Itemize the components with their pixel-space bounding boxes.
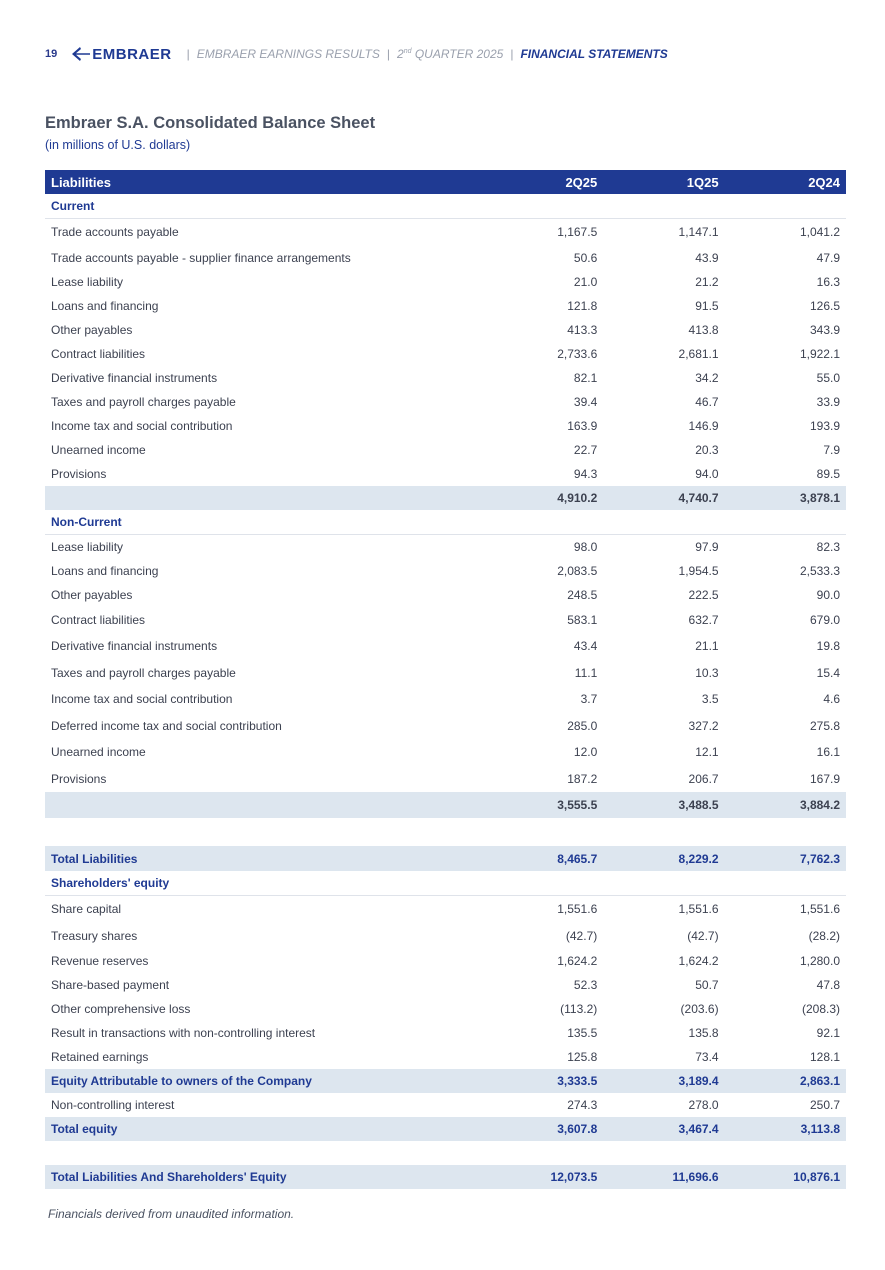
section-label: Shareholders' equity bbox=[45, 871, 482, 896]
row-label: Share capital bbox=[51, 902, 122, 917]
cell-2q24: 82.3 bbox=[816, 539, 840, 554]
cell-2q25: 2,733.6 bbox=[557, 346, 598, 361]
logo-text: EMBRAER bbox=[92, 45, 172, 63]
cell-2q24: 2,863.1 bbox=[725, 1069, 846, 1093]
cell-1q25: 73.4 bbox=[695, 1050, 719, 1064]
cell-2q25: 274.3 bbox=[567, 1098, 598, 1112]
cell-2q25: 12,073.5 bbox=[482, 1165, 603, 1189]
row-label: Total equity bbox=[45, 1117, 482, 1141]
subtotal-1q25: 4,740.7 bbox=[603, 486, 724, 510]
section-header-current bbox=[45, 194, 846, 219]
balance-sheet-table bbox=[45, 170, 846, 1189]
table-row bbox=[45, 1045, 846, 1069]
row-label: Total Liabilities And Shareholders' Equity bbox=[45, 1165, 482, 1189]
cell-1q25: 97.9 bbox=[695, 539, 719, 554]
cell-2q25: (113.2) bbox=[560, 1002, 598, 1016]
cell-2q24: 126.5 bbox=[809, 298, 840, 313]
row-label: Unearned income bbox=[51, 745, 146, 760]
cell-2q24: 167.9 bbox=[809, 771, 840, 786]
table-row bbox=[45, 219, 846, 246]
page-number: 19 bbox=[45, 48, 58, 60]
cell-2q25: 8,465.7 bbox=[482, 846, 603, 871]
cell-2q25: (42.7) bbox=[565, 928, 598, 943]
table-row bbox=[45, 1093, 846, 1117]
cell-2q24: 92.1 bbox=[816, 1026, 840, 1040]
cell-2q24: 10,876.1 bbox=[725, 1165, 846, 1189]
page-title: Embraer S.A. Consolidated Balance Sheet bbox=[45, 114, 376, 132]
cell-2q24: 343.9 bbox=[809, 322, 840, 337]
cell-2q24: 250.7 bbox=[809, 1098, 840, 1112]
cell-1q25: 10.3 bbox=[695, 665, 719, 680]
table-row bbox=[45, 766, 846, 793]
cell-2q24: 679.0 bbox=[809, 612, 840, 627]
cell-1q25: 327.2 bbox=[688, 718, 719, 733]
breadcrumb-financial-statements[interactable]: FINANCIAL STATEMENTS bbox=[520, 47, 668, 61]
row-label: Deferred income tax and social contribution bbox=[51, 718, 282, 733]
cell-1q25: 11,696.6 bbox=[603, 1165, 724, 1189]
cell-1q25: 413.8 bbox=[688, 322, 719, 337]
cell-1q25: 3.5 bbox=[701, 692, 719, 707]
cell-1q25: 21.1 bbox=[695, 639, 719, 654]
quarter-ordinal: nd bbox=[403, 48, 412, 55]
column-header-2q24: 2Q24 bbox=[725, 170, 846, 194]
table-row bbox=[45, 414, 846, 438]
cell-1q25: 91.5 bbox=[695, 298, 719, 313]
subtotal-2q24: 3,884.2 bbox=[725, 792, 846, 818]
cell-2q25: 39.4 bbox=[573, 394, 598, 409]
column-header-2q25: 2Q25 bbox=[482, 170, 603, 194]
table-row bbox=[45, 583, 846, 607]
cell-2q25: 163.9 bbox=[567, 418, 598, 433]
cell-2q24: 1,041.2 bbox=[799, 225, 840, 240]
cell-2q25: 94.3 bbox=[573, 466, 598, 481]
cell-2q24: 16.3 bbox=[816, 274, 840, 289]
cell-2q24: 1,922.1 bbox=[799, 346, 840, 361]
table-header-row bbox=[45, 170, 846, 194]
cell-2q25: 248.5 bbox=[567, 587, 598, 602]
row-label: Derivative financial instruments bbox=[51, 639, 218, 654]
cell-2q25: 12.0 bbox=[573, 745, 598, 760]
quarter-text: QUARTER 2025 bbox=[411, 47, 504, 61]
cell-1q25: 94.0 bbox=[695, 466, 719, 481]
cell-2q24: 4.6 bbox=[823, 692, 840, 707]
subtotal-1q25: 3,488.5 bbox=[603, 792, 724, 818]
cell-2q25: 98.0 bbox=[573, 539, 598, 554]
cell-2q25: 43.4 bbox=[573, 639, 598, 654]
row-label: Result in transactions with non-controlling interest bbox=[51, 1026, 316, 1040]
row-label: Lease liability bbox=[51, 274, 124, 289]
row-label: Share-based payment bbox=[51, 978, 170, 992]
cell-1q25: 12.1 bbox=[695, 745, 719, 760]
table-row bbox=[45, 997, 846, 1021]
total-equity-row bbox=[45, 1117, 846, 1141]
cell-1q25: 222.5 bbox=[688, 587, 719, 602]
cell-2q25: 2,083.5 bbox=[557, 563, 598, 578]
breadcrumb-separator: | bbox=[510, 47, 514, 61]
cell-2q24: 193.9 bbox=[809, 418, 840, 433]
breadcrumb-separator: | bbox=[186, 47, 190, 61]
row-label: Provisions bbox=[51, 771, 107, 786]
quarter-number: 2 bbox=[397, 47, 404, 61]
cell-1q25: (42.7) bbox=[687, 928, 719, 943]
cell-2q24: 7.9 bbox=[823, 442, 840, 457]
table-row bbox=[45, 462, 846, 486]
cell-2q24: 33.9 bbox=[816, 394, 840, 409]
cell-2q24: 55.0 bbox=[816, 370, 840, 385]
row-label: Unearned income bbox=[51, 442, 146, 457]
cell-2q24: 47.8 bbox=[816, 978, 840, 992]
cell-2q24: (208.3) bbox=[801, 1002, 840, 1016]
cell-2q25: 285.0 bbox=[567, 718, 598, 733]
subtotal-2q25: 3,555.5 bbox=[482, 792, 603, 818]
row-label: Loans and financing bbox=[51, 563, 159, 578]
cell-2q24: 7,762.3 bbox=[725, 846, 846, 871]
cell-1q25: 3,189.4 bbox=[603, 1069, 724, 1093]
cell-2q25: 187.2 bbox=[567, 771, 598, 786]
cell-2q25: 50.6 bbox=[573, 250, 598, 265]
table-row bbox=[45, 973, 846, 997]
table-row bbox=[45, 713, 846, 740]
table-row bbox=[45, 607, 846, 634]
cell-2q25: 1,167.5 bbox=[557, 225, 598, 240]
subtotal-2q25: 4,910.2 bbox=[482, 486, 603, 510]
cell-1q25: 1,147.1 bbox=[678, 225, 719, 240]
cell-2q24: 2,533.3 bbox=[799, 563, 840, 578]
row-label: Non-controlling interest bbox=[51, 1098, 175, 1112]
table-row bbox=[45, 390, 846, 414]
row-label: Treasury shares bbox=[51, 928, 138, 943]
cell-2q24: 1,280.0 bbox=[799, 954, 840, 968]
cell-1q25: 1,954.5 bbox=[678, 563, 719, 578]
row-label: Other payables bbox=[51, 322, 133, 337]
cell-1q25: 50.7 bbox=[695, 978, 719, 992]
cell-1q25: 20.3 bbox=[695, 442, 719, 457]
table-row bbox=[45, 739, 846, 766]
row-label: Contract liabilities bbox=[51, 346, 146, 361]
total-liabilities-row bbox=[45, 846, 846, 871]
cell-2q25: 3,607.8 bbox=[482, 1117, 603, 1141]
table-row bbox=[45, 923, 846, 950]
cell-2q24: 128.1 bbox=[809, 1050, 840, 1064]
equity-attributable-row bbox=[45, 1069, 846, 1093]
cell-2q24: 275.8 bbox=[809, 718, 840, 733]
row-label: Trade accounts payable bbox=[51, 225, 179, 240]
cell-2q24: (28.2) bbox=[808, 928, 840, 943]
row-label: Provisions bbox=[51, 466, 107, 481]
row-label: Equity Attributable to owners of the Company bbox=[45, 1069, 482, 1093]
cell-2q25: 22.7 bbox=[573, 442, 598, 457]
table-row bbox=[45, 294, 846, 318]
embraer-logo-icon bbox=[71, 46, 91, 62]
row-label: Loans and financing bbox=[51, 298, 159, 313]
cell-2q25: 82.1 bbox=[573, 370, 598, 385]
table-row bbox=[45, 660, 846, 687]
cell-2q25: 125.8 bbox=[567, 1050, 598, 1064]
cell-1q25: 21.2 bbox=[695, 274, 719, 289]
table-row bbox=[45, 896, 846, 923]
cell-2q25: 583.1 bbox=[567, 612, 598, 627]
row-label: Taxes and payroll charges payable bbox=[51, 665, 236, 680]
cell-2q25: 413.3 bbox=[567, 322, 598, 337]
noncurrent-subtotal-row bbox=[45, 792, 846, 818]
cell-2q24: 47.9 bbox=[816, 250, 840, 265]
cell-2q24: 15.4 bbox=[816, 665, 840, 680]
current-subtotal-row bbox=[45, 486, 846, 510]
cell-2q24: 16.1 bbox=[816, 745, 840, 760]
cell-2q24: 1,551.6 bbox=[799, 902, 840, 917]
cell-2q25: 135.5 bbox=[567, 1026, 598, 1040]
row-label: Derivative financial instruments bbox=[51, 370, 218, 385]
row-label: Income tax and social contribution bbox=[51, 692, 233, 707]
breadcrumb-quarter[interactable] bbox=[397, 47, 503, 61]
row-label: Contract liabilities bbox=[51, 612, 146, 627]
cell-1q25: 278.0 bbox=[688, 1098, 719, 1112]
cell-1q25: 632.7 bbox=[688, 612, 719, 627]
table-row bbox=[45, 1021, 846, 1045]
section-label: Non-Current bbox=[45, 510, 482, 535]
table-row bbox=[45, 366, 846, 390]
cell-2q25: 21.0 bbox=[573, 274, 598, 289]
cell-1q25: 1,551.6 bbox=[678, 902, 719, 917]
row-label: Retained earnings bbox=[51, 1050, 149, 1064]
spacer-row bbox=[45, 1141, 846, 1165]
cell-1q25: 3,467.4 bbox=[603, 1117, 724, 1141]
cell-1q25: 34.2 bbox=[695, 370, 719, 385]
cell-2q24: 89.5 bbox=[816, 466, 840, 481]
embraer-logo bbox=[71, 46, 171, 63]
page-subtitle: (in millions of U.S. dollars) bbox=[45, 138, 191, 152]
cell-2q25: 1,624.2 bbox=[557, 954, 598, 968]
table-row bbox=[45, 633, 846, 660]
row-label: Income tax and social contribution bbox=[51, 418, 233, 433]
breadcrumb-earnings[interactable]: EMBRAER EARNINGS RESULTS bbox=[196, 47, 380, 61]
row-label: Total Liabilities bbox=[45, 846, 482, 871]
cell-1q25: 146.9 bbox=[688, 418, 719, 433]
table-row bbox=[45, 686, 846, 713]
cell-1q25: 46.7 bbox=[695, 394, 719, 409]
row-label: Lease liability bbox=[51, 539, 124, 554]
cell-2q24: 3,113.8 bbox=[725, 1117, 846, 1141]
cell-1q25: 135.8 bbox=[688, 1026, 719, 1040]
spacer-row bbox=[45, 818, 846, 846]
column-header-liabilities: Liabilities bbox=[45, 170, 482, 194]
footnote: Financials derived from unaudited information. bbox=[48, 1207, 295, 1221]
cell-1q25: 8,229.2 bbox=[603, 846, 724, 871]
column-header-1q25: 1Q25 bbox=[603, 170, 724, 194]
section-header-equity bbox=[45, 871, 846, 896]
table-row bbox=[45, 342, 846, 366]
cell-1q25: 206.7 bbox=[688, 771, 719, 786]
cell-2q25: 52.3 bbox=[573, 978, 598, 992]
cell-1q25: (203.6) bbox=[680, 1002, 719, 1016]
cell-2q25: 1,551.6 bbox=[557, 902, 598, 917]
table-row bbox=[45, 318, 846, 342]
row-label: Other comprehensive loss bbox=[51, 1002, 191, 1016]
cell-2q25: 3,333.5 bbox=[482, 1069, 603, 1093]
table-row bbox=[45, 559, 846, 583]
cell-1q25: 1,624.2 bbox=[678, 954, 719, 968]
table-row bbox=[45, 438, 846, 462]
page-header bbox=[45, 44, 668, 64]
table-row bbox=[45, 949, 846, 973]
row-label: Taxes and payroll charges payable bbox=[51, 394, 236, 409]
cell-2q25: 3.7 bbox=[580, 692, 598, 707]
subtotal-2q24: 3,878.1 bbox=[725, 486, 846, 510]
section-label: Current bbox=[45, 194, 482, 219]
grand-total-row bbox=[45, 1165, 846, 1189]
cell-1q25: 2,681.1 bbox=[678, 346, 719, 361]
breadcrumb-separator: | bbox=[386, 47, 390, 61]
cell-2q24: 19.8 bbox=[816, 639, 840, 654]
cell-1q25: 43.9 bbox=[695, 250, 719, 265]
row-label: Other payables bbox=[51, 587, 133, 602]
table-row bbox=[45, 534, 846, 559]
cell-2q25: 121.8 bbox=[567, 298, 598, 313]
row-label: Revenue reserves bbox=[51, 954, 149, 968]
table-row bbox=[45, 270, 846, 294]
table-row bbox=[45, 246, 846, 270]
cell-2q24: 90.0 bbox=[816, 587, 840, 602]
section-header-noncurrent bbox=[45, 510, 846, 535]
cell-2q25: 11.1 bbox=[574, 665, 598, 680]
row-label: Trade accounts payable - supplier finance arrangements bbox=[51, 250, 351, 265]
